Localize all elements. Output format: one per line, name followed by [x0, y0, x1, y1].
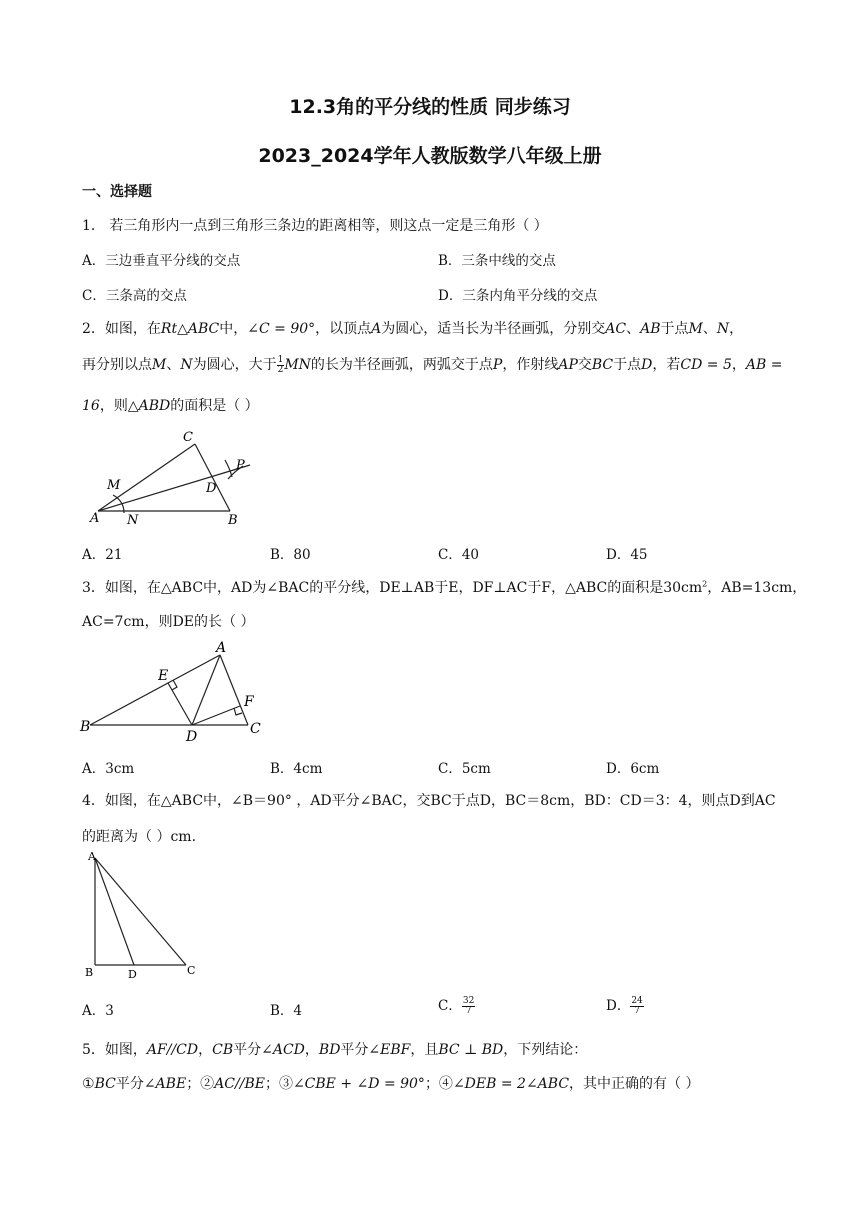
fraction-half: $\frac{1}{2}$ [277, 354, 284, 375]
q2-option-d: D．45 [606, 547, 648, 563]
q2-label-d: D [206, 481, 217, 496]
q3-label-b: B [80, 719, 91, 735]
q2-option-a: A．21 [82, 547, 123, 563]
q2-figure [80, 425, 280, 530]
q3-figure [78, 640, 278, 745]
question-3-line-1: 3．如图，在△ABC中，AD为∠BAC的平分线，DE⊥AB于E，DF⊥AC于F，△ABC的面积是$30cm^2$，AB=13cm， [82, 579, 807, 596]
q4-option-c: C． $\frac{32}{7}$ [438, 996, 475, 1016]
q3-option-b: B．4cm [270, 761, 323, 777]
q3-label-a: A [216, 640, 227, 656]
q2-label-n: N [127, 513, 139, 528]
question-2-line-1: 2．如图，在Rt△ABC中，∠C = 90°，以顶点A为圆心，适当长为半径画弧，分别交AC、AB于点M、N， [82, 321, 744, 337]
q2-label-m: M [107, 478, 121, 493]
section-heading: 一、选择题 [82, 184, 152, 200]
q2-option-b: B．80 [270, 547, 311, 563]
q2-label-a: A [90, 511, 100, 526]
question-4-line-1: 4．如图，在△ABC中，∠B＝90° ，AD平分∠BAC，交BC于点D，BC＝8cm，BD：CD＝3：4，则点D到AC [82, 793, 776, 809]
page-subtitle: 2023_2024学年人教版数学八年级上册 [258, 145, 602, 167]
q2-label-b: B [228, 513, 238, 528]
q4-label-c: C [187, 964, 196, 977]
q3-label-e: E [158, 668, 169, 684]
q4-label-a: A [88, 850, 96, 863]
question-1-text: 1． 若三角形内一点到三角形三条边的距离相等，则这点一定是三角形（ ） [82, 218, 548, 234]
question-2-line-2: 再分别以点M、N为圆心，大于 $\frac{1}{2}$ MN的长为半径画弧，两弧交于点P，作射线AP交BC于点D，若CD = 5，AB = [82, 354, 783, 375]
q3-option-c: C．5cm [438, 761, 491, 777]
q3-label-c: C [250, 721, 261, 737]
q4-option-d: D． $\frac{24}{7}$ [606, 996, 643, 1016]
page-title: 12.3角的平分线的性质 同步练习 [289, 96, 571, 118]
q3-label-f: F [244, 694, 254, 710]
q2-label-p: P [236, 458, 245, 473]
q1-option-b: B．三条中线的交点 [438, 253, 556, 269]
question-3-line-2: AC=7cm，则DE的长（ ） [82, 614, 255, 630]
q3-label-d: D [186, 729, 198, 745]
question-5-line-2: ①BC平分∠ABE；②AC//BE；③∠CBE + ∠D = 90°；④∠DEB = 2∠ABC，其中正确的有（ ） [82, 1076, 700, 1092]
q1-option-d: D．三条内角平分线的交点 [438, 288, 598, 304]
question-4-line-2: 的距离为（ ）cm. [82, 829, 197, 845]
q4-option-a: A．3 [82, 1003, 114, 1019]
q1-option-c: C．三条高的交点 [82, 288, 187, 304]
question-5-line-1: 5．如图，AF//CD，CB平分∠ACD，BD平分∠EBF，且BC ⊥ BD，下列结论： [82, 1042, 588, 1058]
q2-label-c: C [183, 430, 193, 445]
q3-option-a: A．3cm [82, 761, 135, 777]
q4-figure [82, 848, 212, 983]
q4-option-b: B．4 [270, 1003, 303, 1019]
q2-option-c: C．40 [438, 547, 480, 563]
q3-option-d: D．6cm [606, 761, 660, 777]
q4-label-b: B [85, 966, 94, 979]
q1-option-a: A．三边垂直平分线的交点 [82, 253, 241, 269]
question-2-line-3: 16，则△ABD的面积是（ ） [82, 398, 259, 414]
q4-label-d: D [128, 968, 137, 981]
